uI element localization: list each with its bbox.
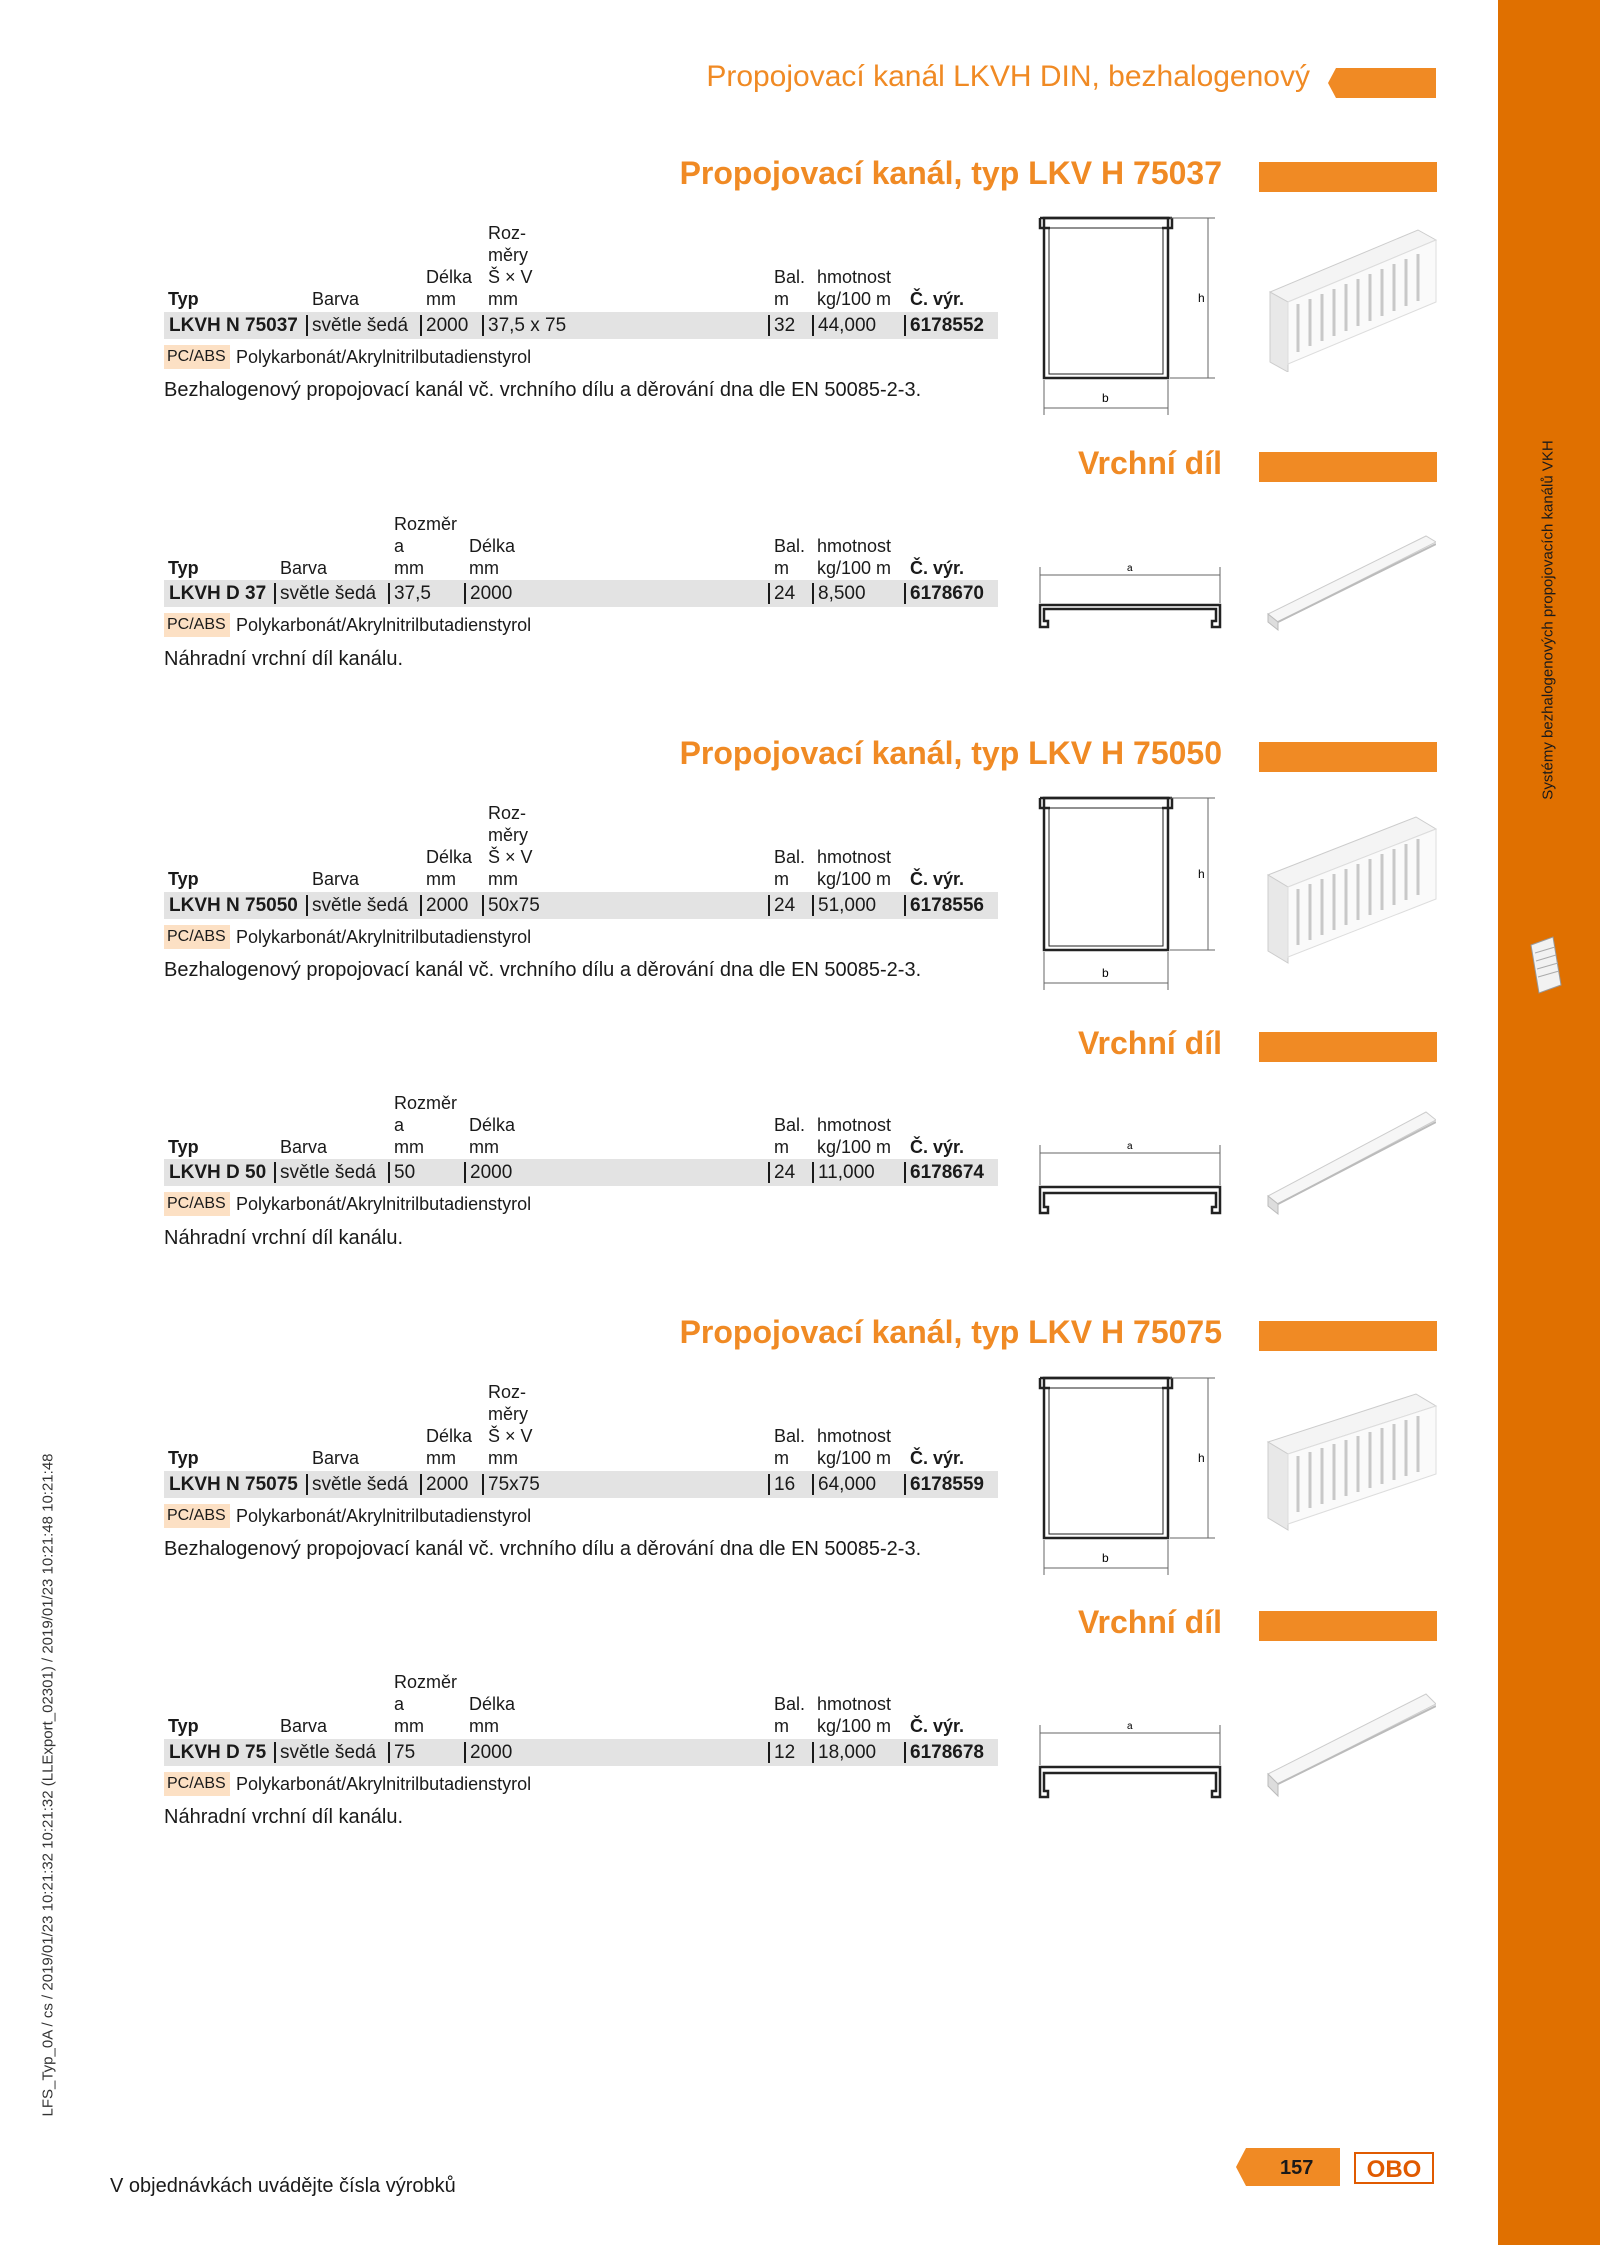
header-rozmery: Roz- měry Š × V mm: [488, 223, 533, 309]
header-barva: Barva: [312, 1448, 360, 1468]
channel-product-image: [1266, 815, 1438, 965]
header-delka: Délka mm: [426, 1426, 473, 1468]
section-title-bar: [1259, 1321, 1437, 1351]
section-title-bar: [1259, 452, 1437, 482]
header-delka: Délka mm: [469, 1694, 516, 1736]
cell-bal: 32: [774, 315, 796, 336]
section-title-bar: [1259, 1032, 1437, 1062]
print-metadata: LFS_Typ_0A / cs / 2019/01/23 10:21:32 10:21:32 (LLExport_02301) / 2019/01/23 10:21:48 10:21:48: [39, 1453, 57, 2117]
cell-delka: 2000: [470, 1742, 513, 1763]
material-badge: PC/ABS: [164, 925, 230, 949]
table-row: [164, 1471, 998, 1498]
sidebar-label: Systémy bezhalogenových propojovacích kanálů VKH: [1539, 440, 1557, 800]
header-typ: Typ: [168, 558, 199, 578]
cell-delka: 2000: [426, 1474, 469, 1495]
cell-rozmer: 50x75: [488, 895, 540, 916]
product-description: Náhradní vrchní díl kanálu.: [164, 1227, 404, 1249]
section-title: Vrchní díl: [1077, 1025, 1222, 1061]
svg-text:h: h: [1198, 867, 1205, 881]
svg-text:h: h: [1198, 1451, 1205, 1465]
cell-bal: 12: [774, 1742, 796, 1763]
product-description: Bezhalogenový propojovací kanál vč. vrchního dílu a děrování dna dle EN 50085-2-3.: [164, 379, 922, 401]
channel-cross-section-drawing: [1030, 790, 1230, 1000]
header-hmotnost: hmotnost kg/100 m: [817, 847, 892, 889]
product-description: Náhradní vrchní díl kanálu.: [164, 648, 404, 670]
page-title: Propojovací kanál LKVH DIN, bezhalogenový: [706, 60, 1310, 93]
header-bal: Bal. m: [774, 847, 806, 889]
table-row: [164, 1159, 998, 1186]
order-note: V objednávkách uvádějte čísla výrobků: [110, 2175, 456, 2197]
product-description: Bezhalogenový propojovací kanál vč. vrchního dílu a děrování dna dle EN 50085-2-3.: [164, 959, 922, 981]
cover-product-image: [1266, 1108, 1436, 1218]
header-bal: Bal. m: [774, 1694, 806, 1736]
cell-barva: světle šedá: [280, 583, 377, 604]
header-rozmer: Rozměr a mm: [394, 1093, 458, 1157]
header-cislo-vyrobku: Č. výr.: [910, 1716, 965, 1736]
material-name: Polykarbonát/Akrylnitrilbutadienstyrol: [236, 1774, 532, 1794]
svg-text:b: b: [1102, 966, 1109, 980]
section-title-bar: [1259, 742, 1437, 772]
material-badge: PC/ABS: [164, 345, 230, 369]
cell-typ: LKVH N 75050: [169, 895, 298, 916]
section-title-bar: [1259, 1611, 1437, 1641]
header-bal: Bal. m: [774, 1426, 806, 1468]
header-barva: Barva: [280, 1716, 328, 1736]
header-typ: Typ: [168, 1448, 199, 1468]
cell-hmotnost: 8,500: [818, 583, 866, 604]
header-typ: Typ: [168, 289, 199, 309]
header-cislo-vyrobku: Č. výr.: [910, 1448, 965, 1468]
header-bal: Bal. m: [774, 267, 806, 309]
cell-cislo-vyrobku: 6178552: [910, 315, 984, 336]
product-description: Bezhalogenový propojovací kanál vč. vrchního dílu a děrování dna dle EN 50085-2-3.: [164, 1538, 922, 1560]
cover-cross-section-drawing: [1030, 1715, 1230, 1815]
header-typ: Typ: [168, 1137, 199, 1157]
header-cislo-vyrobku: Č. výr.: [910, 558, 965, 578]
section-title: Propojovací kanál, typ LKV H 75037: [679, 155, 1222, 191]
cell-cislo-vyrobku: 6178670: [910, 583, 984, 604]
table-row: [164, 580, 998, 607]
channel-product-image: [1268, 222, 1438, 372]
cover-product-image: [1266, 532, 1436, 632]
cell-typ: LKVH N 75075: [169, 1474, 298, 1495]
table-row: [164, 1739, 998, 1766]
title-tab-marker: [1328, 68, 1436, 98]
channel-thumbnail-icon: [1527, 935, 1563, 995]
material-name: Polykarbonát/Akrylnitrilbutadienstyrol: [236, 615, 532, 635]
cell-hmotnost: 44,000: [818, 315, 877, 336]
header-hmotnost: hmotnost kg/100 m: [817, 1115, 892, 1157]
cell-typ: LKVH D 50: [169, 1162, 267, 1183]
svg-text:b: b: [1102, 391, 1109, 405]
section-title: Vrchní díl: [1077, 445, 1222, 481]
cell-bal: 24: [774, 583, 796, 604]
svg-text:a: a: [1127, 563, 1133, 574]
header-delka: Délka mm: [426, 267, 473, 309]
header-delka: Délka mm: [469, 1115, 516, 1157]
cell-bal: 24: [774, 895, 796, 916]
header-rozmery: Roz- měry Š × V mm: [488, 1382, 533, 1468]
header-rozmer: Rozměr a mm: [394, 1672, 458, 1736]
section-title: Propojovací kanál, typ LKV H 75050: [679, 735, 1222, 771]
cell-bal: 24: [774, 1162, 796, 1183]
orange-sidebar: [1498, 0, 1600, 2245]
header-bal: Bal. m: [774, 1115, 806, 1157]
cell-rozmer: 50: [394, 1162, 416, 1183]
material-badge: PC/ABS: [164, 1504, 230, 1528]
cell-cislo-vyrobku: 6178556: [910, 895, 984, 916]
product-description: Náhradní vrchní díl kanálu.: [164, 1806, 404, 1828]
cell-hmotnost: 64,000: [818, 1474, 877, 1495]
cell-hmotnost: 18,000: [818, 1742, 877, 1763]
cover-cross-section-drawing: [1030, 555, 1230, 645]
header-typ: Typ: [168, 1716, 199, 1736]
channel-product-image: [1266, 1392, 1438, 1532]
material-badge: PC/ABS: [164, 613, 230, 637]
header-barva: Barva: [280, 1137, 328, 1157]
svg-text:b: b: [1102, 1551, 1109, 1565]
cell-barva: světle šedá: [280, 1742, 377, 1763]
table-row: [164, 892, 998, 919]
header-rozmery: Roz- měry Š × V mm: [488, 803, 533, 889]
header-hmotnost: hmotnost kg/100 m: [817, 1426, 892, 1468]
header-barva: Barva: [312, 869, 360, 889]
cell-barva: světle šedá: [312, 315, 409, 336]
cell-rozmer: 75: [394, 1742, 416, 1763]
cell-hmotnost: 11,000: [818, 1162, 875, 1183]
page-number: 157: [1280, 2157, 1314, 2179]
header-delka: Délka mm: [426, 847, 473, 889]
cover-product-image: [1266, 1690, 1436, 1800]
header-barva: Barva: [280, 558, 328, 578]
cell-typ: LKVH D 37: [169, 583, 267, 604]
header-barva: Barva: [312, 289, 360, 309]
header-hmotnost: hmotnost kg/100 m: [817, 267, 892, 309]
cell-barva: světle šedá: [312, 895, 409, 916]
header-delka: Délka mm: [469, 536, 516, 578]
material-badge: PC/ABS: [164, 1192, 230, 1216]
cell-barva: světle šedá: [280, 1162, 377, 1183]
cell-hmotnost: 51,000: [818, 895, 877, 916]
material-name: Polykarbonát/Akrylnitrilbutadienstyrol: [236, 1194, 532, 1214]
cell-delka: 2000: [470, 1162, 513, 1183]
cell-typ: LKVH D 75: [169, 1742, 267, 1763]
header-hmotnost: hmotnost kg/100 m: [817, 536, 892, 578]
material-name: Polykarbonát/Akrylnitrilbutadienstyrol: [236, 1506, 532, 1526]
table-row: [164, 312, 998, 339]
header-rozmer: Rozměr a mm: [394, 514, 458, 578]
header-hmotnost: hmotnost kg/100 m: [817, 1694, 892, 1736]
section-title: Propojovací kanál, typ LKV H 75075: [679, 1314, 1222, 1350]
cell-rozmer: 37,5 x 75: [488, 315, 567, 336]
svg-text:a: a: [1127, 1141, 1133, 1152]
cell-delka: 2000: [426, 895, 469, 916]
cell-cislo-vyrobku: 6178678: [910, 1742, 984, 1763]
cell-typ: LKVH N 75037: [169, 315, 298, 336]
channel-cross-section-drawing: [1030, 210, 1230, 420]
header-cislo-vyrobku: Č. výr.: [910, 869, 965, 889]
section-title-bar: [1259, 162, 1437, 192]
cell-barva: světle šedá: [312, 1474, 409, 1495]
cell-cislo-vyrobku: 6178559: [910, 1474, 984, 1495]
cell-cislo-vyrobku: 6178674: [910, 1162, 984, 1183]
cover-cross-section-drawing: [1030, 1135, 1230, 1230]
obo-logo: [1354, 2150, 1434, 2186]
cell-rozmer: 75x75: [488, 1474, 540, 1495]
header-cislo-vyrobku: Č. výr.: [910, 1137, 965, 1157]
material-badge: PC/ABS: [164, 1772, 230, 1796]
material-name: Polykarbonát/Akrylnitrilbutadienstyrol: [236, 927, 532, 947]
material-name: Polykarbonát/Akrylnitrilbutadienstyrol: [236, 347, 532, 367]
header-cislo-vyrobku: Č. výr.: [910, 289, 965, 309]
header-typ: Typ: [168, 869, 199, 889]
section-title: Vrchní díl: [1077, 1604, 1222, 1640]
header-bal: Bal. m: [774, 536, 806, 578]
svg-text:OBO: OBO: [1366, 2156, 1422, 2183]
cell-bal: 16: [774, 1474, 796, 1495]
cell-rozmer: 37,5: [394, 583, 431, 604]
cell-delka: 2000: [426, 315, 469, 336]
svg-text:a: a: [1127, 1721, 1133, 1732]
svg-text:h: h: [1198, 291, 1205, 305]
cell-delka: 2000: [470, 583, 513, 604]
channel-cross-section-drawing: [1030, 1370, 1230, 1580]
